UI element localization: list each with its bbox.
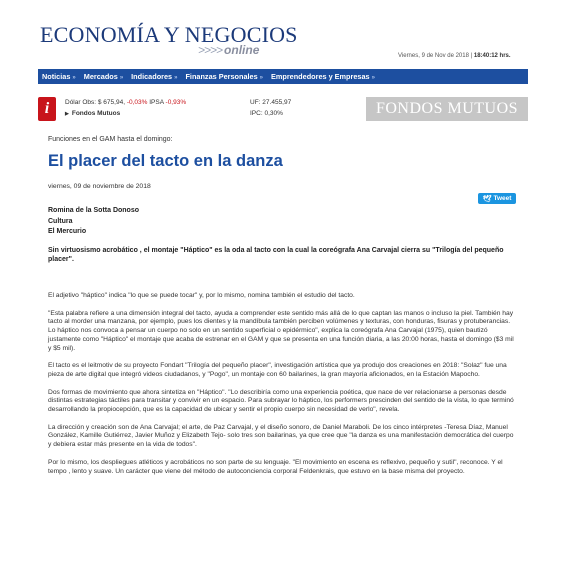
nav-item-emprendedores[interactable]: [267, 72, 379, 81]
ipsa-label: IPSA: [149, 99, 164, 106]
ipc-value: 0,30%: [264, 110, 283, 117]
byline-author: Romina de la Sotta Donoso: [48, 207, 140, 214]
nav-item-mercados[interactable]: [80, 72, 127, 81]
article-paragraph: "Esta palabra refiere a una dimensión integral del tacto, ayuda a comprender este sentido más allá de lo que captan las manos o incluso la piel. También hay tacto al morder una manzana, por ejemplo, pues los dientes y la mandíbula también perciben volúmenes y texturas, con honduras, fisuras y protuberancias. Lo háptico nos convoca a pensar un cuerpo no solo en un sentido superficial o epidérmico", explica la coreógrafa Ana Carvajal (1975), quien bautizó justamente como "Háptico" el montaje que acaba de estrenar en el GAM y que se presenta en una función diaria, a las 20:00 horas, hasta el domingo ($3 mil y $5 mil).: [48, 309, 514, 352]
nav-item-label: Finanzas Personales: [185, 72, 258, 81]
tweet-button-label: Tweet: [493, 195, 512, 202]
article-byline: [48, 206, 139, 238]
article-paragraph: Dos formas de movimiento que ahora sintetiza en "Háptico". "Lo describiría como una experiencia poética, que nace de ver relacionarse a personas desde distintas estrategias táctiles para transitar y convivir en un espacio. Para subrayar lo háptico, los performers prescinden del sentido de la vista, lo que terminó desarrollando la propiocepción, que es la capacidad de ubicar y sentir el propio cuerpo sin necesidad de verlo", revela.: [48, 388, 514, 414]
article-lead: Sin virtuosismo acrobático , el montaje "Háptico" es la oda al tacto con la cual la coreógrafa Ana Carvajal cierra su "Trilogía del pequeño placer".: [48, 247, 504, 264]
dolar-value: $ 675,94: [97, 99, 124, 106]
tweet-button[interactable]: [478, 193, 516, 204]
ipc-label: IPC:: [250, 110, 263, 117]
nav-item-indicadores[interactable]: [127, 72, 181, 81]
dolar-label: Dólar Obs:: [65, 99, 97, 106]
logo-arrows: >>>>: [198, 43, 223, 57]
nav-item-noticias[interactable]: [38, 72, 80, 81]
nav-caret-icon: »: [72, 75, 76, 81]
indicators-ticker: [38, 97, 528, 123]
uf-value: 27.455,97: [262, 99, 292, 106]
nav-caret-icon: »: [371, 75, 375, 81]
triangle-right-icon: ▶: [65, 111, 69, 117]
nav-caret-icon: »: [259, 75, 264, 81]
header-time: 18:40:12 hrs.: [473, 53, 511, 59]
fondos-mutuos-banner[interactable]: FONDOS MUTUOS: [366, 97, 528, 121]
article-kicker: Funciones en el GAM hasta el domingo:: [48, 136, 173, 143]
twitter-bird-icon: 🕊: [482, 195, 492, 203]
fondos-mutuos-link[interactable]: [65, 110, 120, 117]
site-logo-sub: [198, 43, 259, 57]
article-date: viernes, 09 de noviembre de 2018: [48, 183, 151, 190]
uf-label: UF:: [250, 99, 261, 106]
nav-item-label: Noticias: [42, 72, 71, 81]
nav-caret-icon: »: [174, 75, 178, 81]
ipsa-change: -0,93%: [165, 99, 187, 106]
info-icon[interactable]: i: [38, 97, 56, 121]
main-nav: [38, 69, 528, 84]
header-date: Viernes, 9 de Nov de 2018: [398, 53, 469, 59]
nav-item-finanzas-personales[interactable]: [181, 72, 267, 81]
nav-item-label: Mercados: [83, 72, 118, 81]
article-paragraph: La dirección y creación son de Ana Carvajal; el arte, de Paz Carvajal, y el diseño sonoro, de Daniel Maraboli. De los cinco intérpretes -Teresa Díaz, Manuel González, Kamille Gutiérrez, Javier Muñoz y Elizabeth Tejo- solo tres son bailarinas, ya que cree que "la danza es una manifestación democrática del cuerpo y debiera estar más presente en la vida de todos".: [48, 423, 514, 449]
logo-online-text: online: [224, 43, 260, 57]
header-datetime: Viernes, 9 de Nov de 2018 | 18:40:12 hrs.: [398, 53, 511, 59]
article-paragraph: El adjetivo "háptico" indica "lo que se puede tocar" y, por lo mismo, nomina también el estudio del tacto.: [48, 292, 355, 299]
ticker-dolar-row: Dólar Obs: $ 675,94, -0,03% IPSA -0,93%: [65, 99, 187, 106]
uf-indicator: [250, 99, 291, 106]
article-body: [48, 292, 518, 485]
dolar-change: -0,03%: [126, 99, 148, 106]
site-logo[interactable]: ECONOMÍA Y NEGOCIOS: [40, 22, 298, 47]
byline-source: El Mercurio: [48, 228, 87, 235]
fondos-mutuos-link-label: Fondos Mutuos: [71, 110, 121, 117]
nav-item-label: Emprendedores y Empresas: [271, 72, 370, 81]
byline-section: Cultura: [48, 217, 73, 225]
article-paragraph: El tacto es el leitmotiv de su proyecto Fondart "Trilogía del pequeño placer", investigación artística que ya produjo dos creaciones en 2018: "Solaz" fue una pieza de arte digital que integró videos ciudadanos, y "Pogo", un montaje con 60 bailarines, la gran mayoría aficionados, en la Estación Mapocho.: [48, 362, 507, 378]
nav-item-label: Indicadores: [131, 72, 173, 81]
ipc-indicator: [250, 110, 283, 117]
nav-caret-icon: »: [119, 75, 124, 81]
article-paragraph: Por lo mismo, los despliegues atléticos y acrobáticos no son parte de su lenguaje. "El movimiento en escena es reflexivo, pequeño y sutil", reconoce. Y el tempo , lento y suave. Un carácter que viene del método de autoconciencia corporal Feldenkrais, que estuvo en la base misma del proyecto.: [48, 458, 503, 475]
article-title: El placer del tacto en la danza: [48, 152, 283, 170]
